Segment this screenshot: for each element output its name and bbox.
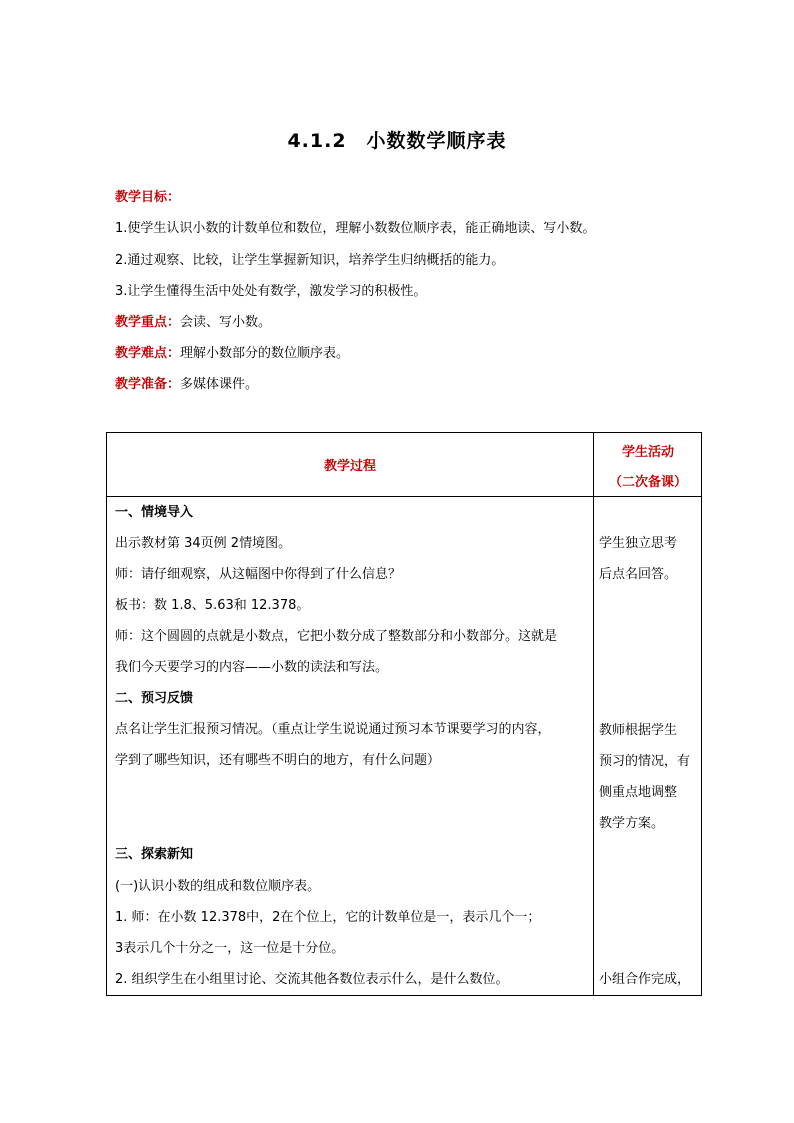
difficulty-text: 理解小数部分的数位顺序表。 [180,346,350,361]
section-heading: 一、情境导入 [115,505,194,520]
table-header-process: 教学过程 [323,459,376,474]
process-line: (一)认识小数的组成和数位顺序表。 [115,879,321,894]
objective-item: 3.让学生懂得生活中处处有数学，激发学习的积极性。 [115,284,427,299]
activity-line: 预习的情况，有 [599,754,691,769]
section-heading: 三、探索新知 [115,847,194,862]
process-line: 点名让学生汇报预习情况。（重点让学生说说通过预习本节课要学习的内容， [115,722,551,737]
objective-item: 1.使学生认识小数的计数单位和数位，理解小数数位顺序表，能正确地读、写小数。 [115,221,596,236]
process-line: 1. 师：在小数 12.378中，2在个位上，它的计数单位是一，表示几个一； [115,910,541,925]
section-heading: 二、预习反馈 [115,691,194,706]
process-line: 出示教材第 34页例 2情境图。 [115,536,292,551]
key-point-text: 会读、写小数。 [180,315,272,330]
process-line: 板书：数 1.8、5.63和 12.378。 [115,598,310,613]
process-line: 我们今天要学习的内容——小数的读法和写法。 [115,660,389,675]
lesson-process-table [106,432,702,996]
table-header-second-prep: （二次备课） [608,475,687,490]
activity-line: 学生独立思考 [599,536,678,551]
activity-line: 小组合作完成， [599,972,691,987]
preparation-line [115,377,258,393]
table-header-student-activity: 学生活动 [621,445,674,460]
difficulty-line [115,346,349,362]
process-line: 学到了哪些知识，还有哪些不明白的地方，有什么问题） [115,753,441,768]
activity-line: 教师根据学生 [599,723,678,738]
process-line: 3表示几个十分之一，这一位是十分位。 [115,941,345,956]
objectives-heading [115,190,180,206]
process-line: 师：这个圆圆的点就是小数点，它把小数分成了整数部分和小数部分。这就是 [115,629,558,644]
activity-line: 后点名回答。 [599,567,678,582]
process-line: 2. 组织学生在小组里讨论、交流其他各数位表示什么，是什么数位。 [115,972,509,987]
activity-line: 教学方案。 [599,816,665,831]
table-column-divider [593,433,594,995]
process-line: 师：请仔细观察，从这幅图中你得到了什么信息？ [115,567,402,582]
objective-item: 2.通过观察、比较，让学生掌握新知识，培养学生归纳概括的能力。 [115,253,505,268]
objectives-label: 教学目标： [115,190,181,205]
preparation-text: 多媒体课件。 [180,377,259,392]
key-point-label: 教学重点： [115,315,181,330]
activity-line: 侧重点地调整 [599,785,678,800]
preparation-label: 教学准备： [115,377,181,392]
key-point-line [115,315,271,331]
page-title: 4.1.2 小数数学顺序表 [287,130,507,152]
table-header-divider [107,496,701,497]
difficulty-label: 教学难点： [115,346,181,361]
